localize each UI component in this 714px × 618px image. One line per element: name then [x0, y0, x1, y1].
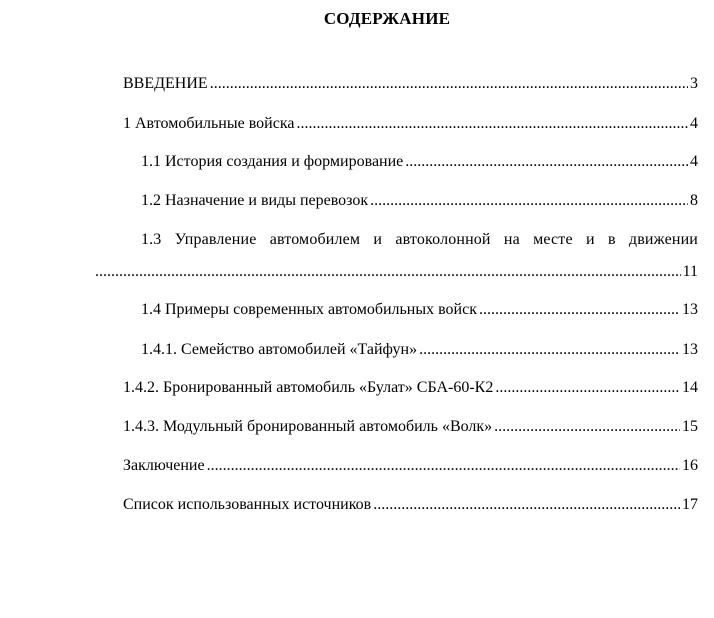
toc-page-number: 8 — [690, 192, 698, 209]
toc-page-number: 17 — [682, 496, 698, 513]
toc-page-number: 15 — [682, 418, 698, 435]
toc-entry-introduction[interactable] — [123, 74, 698, 94]
toc-page-number: 13 — [682, 301, 698, 318]
toc-leader-dots — [373, 495, 680, 515]
toc-leader-dots — [370, 191, 688, 211]
toc-page-number: 4 — [690, 115, 698, 132]
toc-page-number: 3 — [690, 75, 698, 92]
toc-entry-text: 1.4.1. Семейство автомобилей «Тайфун» — [141, 341, 418, 358]
toc-page-number: 14 — [682, 379, 698, 396]
toc-entry-text: 1.3 Управление автомобилем и автоколонной на месте и в движении — [141, 231, 698, 248]
toc-entry-text: 1.1 История создания и формирование — [141, 153, 404, 170]
toc-leader-dots — [419, 340, 680, 360]
toc-leader-dots — [494, 417, 680, 437]
toc-page-number: 4 — [690, 153, 698, 170]
toc-entry-chapter-1[interactable] — [123, 114, 698, 134]
toc-page-number: 16 — [682, 457, 698, 474]
toc-entry-text: 1.4 Примеры современных автомобильных войск — [141, 301, 477, 318]
toc-leader-dots — [296, 114, 688, 134]
toc-leader-dots — [405, 152, 688, 172]
toc-entry-section-1-1[interactable] — [141, 152, 698, 172]
toc-entry-text: 1.4.2. Бронированный автомобиль «Булат» СБА-60-К2 — [123, 379, 494, 396]
toc-entry-text: Список использованных источников — [123, 496, 372, 513]
toc-page-number: 11 — [682, 263, 698, 280]
toc-leader-dots — [95, 262, 681, 282]
toc-leader-dots — [210, 74, 688, 94]
toc-entry-text: ВВЕДЕНИЕ — [123, 75, 208, 92]
toc-page-number: 13 — [682, 341, 698, 358]
toc-heading: СОДЕРЖАНИЕ — [323, 9, 451, 28]
toc-leader-dots — [207, 456, 680, 476]
toc-entry-section-1-4-1[interactable] — [141, 340, 698, 360]
toc-leader-dots — [495, 378, 680, 398]
toc-entry-section-1-4[interactable] — [141, 300, 698, 320]
toc-entry-text: 1.4.3. Модульный бронированный автомобиль «Волк» — [123, 418, 493, 435]
toc-entry-section-1-2[interactable] — [141, 191, 698, 211]
toc-entry-text: Заключение — [123, 457, 205, 474]
toc-leader-dots — [479, 300, 680, 320]
toc-entry-text: 1 Автомобильные войска — [123, 115, 295, 132]
toc-entry-references[interactable] — [123, 495, 698, 515]
toc-entry-section-1-4-2[interactable] — [123, 378, 698, 398]
toc-entry-text: 1.2 Назначение и виды перевозок — [141, 192, 369, 209]
toc-entry-conclusion[interactable] — [123, 456, 698, 476]
toc-entry-continuation — [95, 262, 698, 282]
toc-entry-section-1-4-3[interactable] — [123, 417, 698, 437]
